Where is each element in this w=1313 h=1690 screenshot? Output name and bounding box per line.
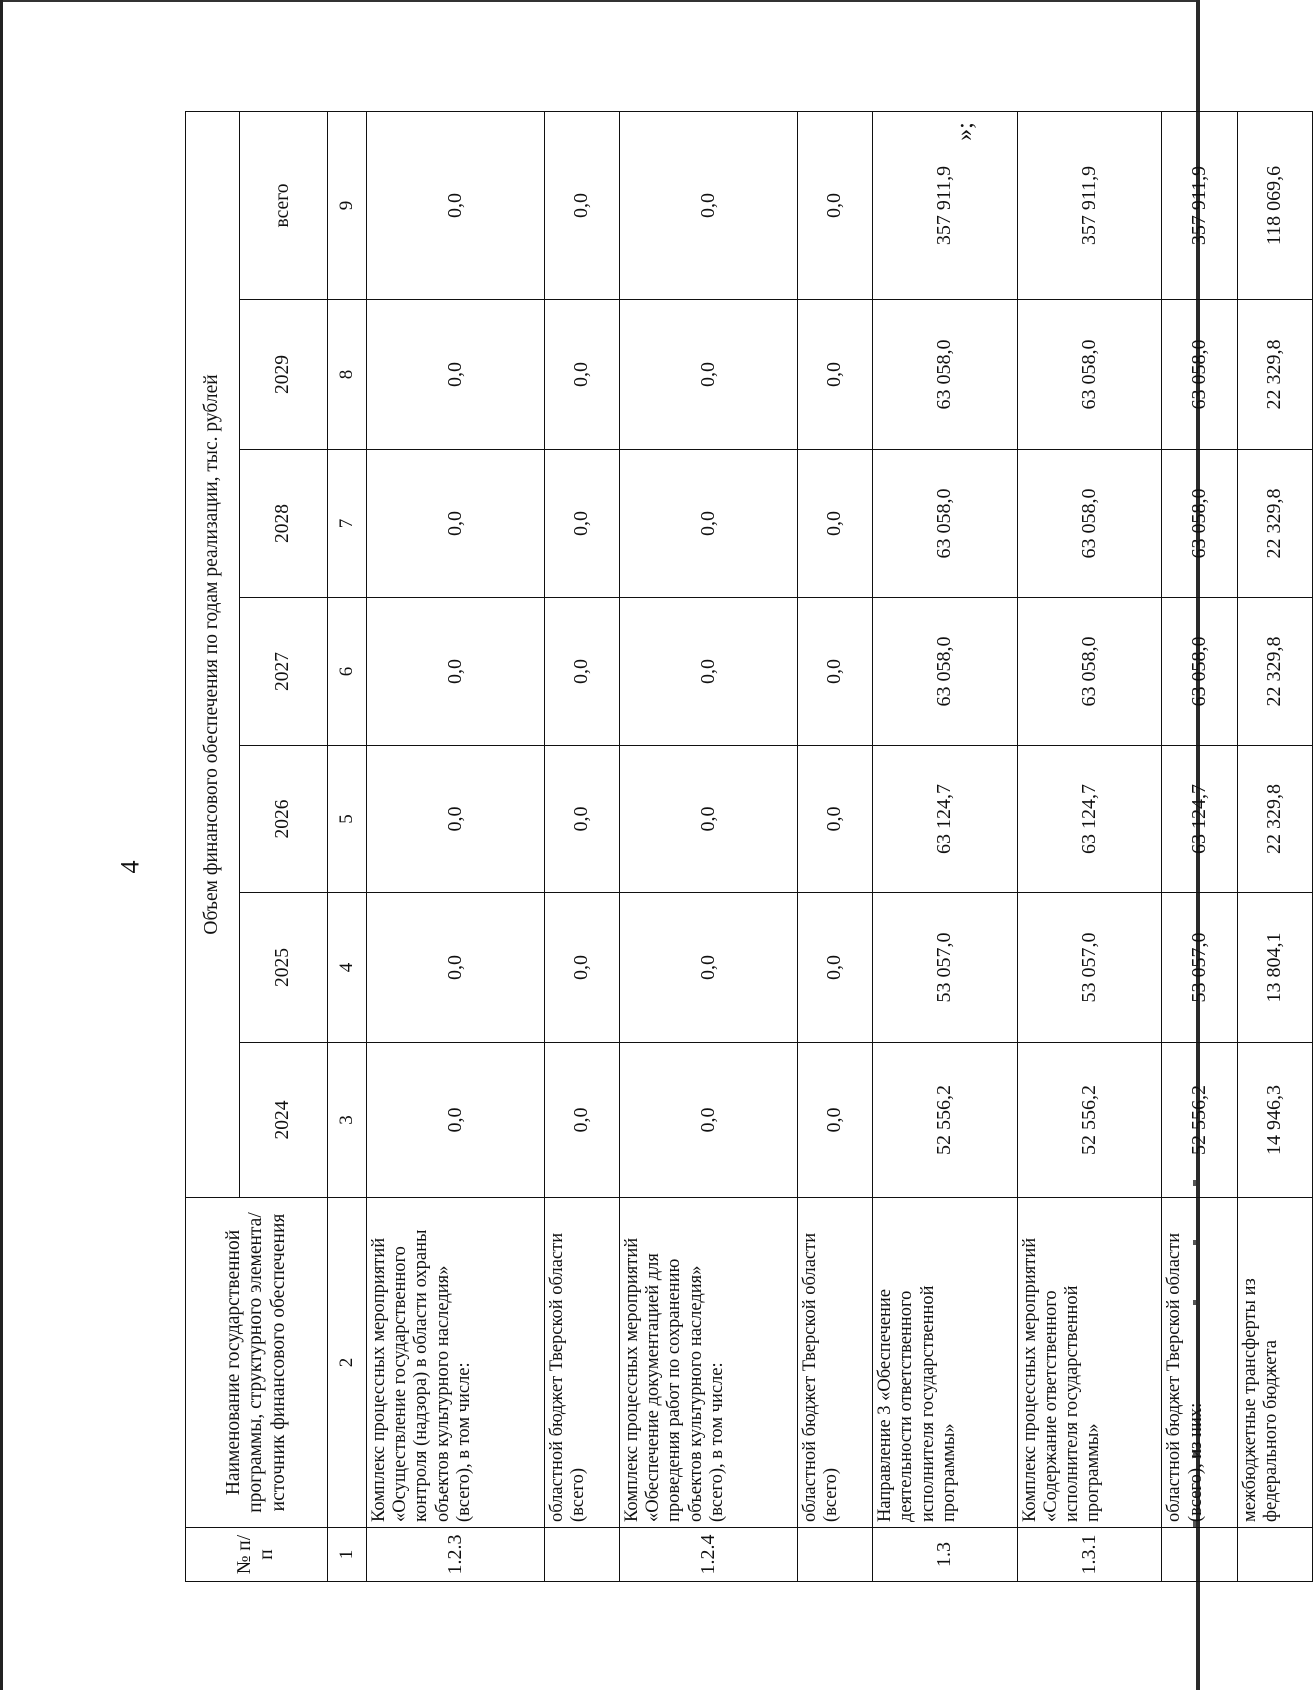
row-number <box>1237 1528 1312 1582</box>
table-row <box>1237 111 1312 1581</box>
header-year: 2028 <box>240 450 327 598</box>
row-value: 0,0 <box>366 111 544 299</box>
row-value: 0,0 <box>797 300 872 450</box>
row-value: 0,0 <box>366 450 544 598</box>
row-value: 53 057,0 <box>1017 893 1162 1043</box>
header-col-no: № п/п <box>186 1528 328 1582</box>
row-name: областной бюджет Тверской области (всего), из них: <box>1162 1198 1237 1528</box>
row-value: 22 329,8 <box>1237 300 1312 450</box>
row-value: 22 329,8 <box>1237 598 1312 746</box>
scan-edge-left <box>0 0 3 1690</box>
row-value: 357 911,9 <box>873 111 1018 299</box>
row-value: 63 058,0 <box>1017 450 1162 598</box>
row-value: 0,0 <box>797 746 872 893</box>
financing-table <box>185 111 1313 1582</box>
row-value: 63 058,0 <box>1017 300 1162 450</box>
row-name: Комплекс процессных мероприятий «Содержание ответственного исполнителя государственной программы» <box>1017 1198 1162 1528</box>
table-row <box>619 111 797 1581</box>
row-value: 0,0 <box>544 746 619 893</box>
row-value: 22 329,8 <box>1237 450 1312 598</box>
row-value: 63 124,7 <box>1017 746 1162 893</box>
header-col-name: Наименование государственной программы, структурного элемента/источник финансового обеспечения <box>186 1198 328 1528</box>
column-number: 4 <box>327 893 366 1043</box>
row-value: 0,0 <box>619 1043 797 1198</box>
row-value: 0,0 <box>544 598 619 746</box>
row-value: 118 069,6 <box>1237 111 1312 299</box>
row-number: 1.3 <box>873 1528 1018 1582</box>
row-value: 22 329,8 <box>1237 746 1312 893</box>
row-value: 0,0 <box>619 746 797 893</box>
row-value: 0,0 <box>797 893 872 1043</box>
row-value: 0,0 <box>797 111 872 299</box>
table-row <box>797 111 872 1581</box>
table-row <box>873 111 1018 1581</box>
row-value: 0,0 <box>366 598 544 746</box>
row-value: 0,0 <box>797 1043 872 1198</box>
row-value: 63 058,0 <box>873 450 1018 598</box>
row-value: 0,0 <box>797 598 872 746</box>
column-number: 8 <box>327 300 366 450</box>
row-name: областной бюджет Тверской области (всего) <box>797 1198 872 1528</box>
row-value: 0,0 <box>619 450 797 598</box>
column-number: 6 <box>327 598 366 746</box>
row-value: 63 058,0 <box>1162 598 1237 746</box>
row-value: 13 804,1 <box>1237 893 1312 1043</box>
row-value: 357 911,9 <box>1017 111 1162 299</box>
row-value: 0,0 <box>366 300 544 450</box>
table-row <box>1017 111 1162 1581</box>
table-row <box>1162 111 1237 1581</box>
row-value: 63 058,0 <box>1162 300 1237 450</box>
row-value: 63 058,0 <box>873 300 1018 450</box>
row-value: 0,0 <box>619 300 797 450</box>
row-value: 63 058,0 <box>1162 450 1237 598</box>
row-value: 0,0 <box>366 1043 544 1198</box>
header-group-title: Объем финансового обеспечения по годам реализации, тыс. рублей <box>186 111 240 1197</box>
row-number <box>1162 1528 1237 1582</box>
column-number: 9 <box>327 111 366 299</box>
row-value: 0,0 <box>544 893 619 1043</box>
row-value: 53 057,0 <box>873 893 1018 1043</box>
row-number: 1.2.3 <box>366 1528 544 1582</box>
rotated-table-wrapper <box>185 112 1313 1582</box>
column-number: 7 <box>327 450 366 598</box>
row-number: 1.2.4 <box>619 1528 797 1582</box>
row-value: 0,0 <box>544 111 619 299</box>
row-value: 0,0 <box>544 1043 619 1198</box>
row-value: 52 556,2 <box>1162 1043 1237 1198</box>
row-value: 0,0 <box>366 746 544 893</box>
column-numbers-row <box>327 111 366 1581</box>
column-number: 2 <box>327 1198 366 1528</box>
column-number: 5 <box>327 746 366 893</box>
row-number <box>797 1528 872 1582</box>
row-value: 52 556,2 <box>1017 1043 1162 1198</box>
closing-quote-mark: »; <box>951 122 978 141</box>
header-year: 2025 <box>240 893 327 1043</box>
scan-edge-top <box>0 0 1200 2</box>
header-total: всего <box>240 111 327 299</box>
row-name: Направление 3 «Обеспечение деятельности ответственного исполнителя государственной программы» <box>873 1198 1018 1528</box>
row-value: 63 124,7 <box>873 746 1018 893</box>
row-name: Комплекс процессных мероприятий «Обеспечение документацией для проведения работ по сохранению объектов культурного наследия» (всего), в том числе: <box>619 1198 797 1528</box>
row-name: областной бюджет Тверской области (всего) <box>544 1198 619 1528</box>
row-value: 0,0 <box>619 893 797 1043</box>
row-value: 0,0 <box>544 450 619 598</box>
header-year: 2026 <box>240 746 327 893</box>
table-row <box>366 111 544 1581</box>
row-value: 0,0 <box>797 450 872 598</box>
header-row-1 <box>186 111 240 1581</box>
row-value: 63 058,0 <box>1017 598 1162 746</box>
row-value: 14 946,3 <box>1237 1043 1312 1198</box>
row-value: 63 058,0 <box>873 598 1018 746</box>
row-value: 0,0 <box>544 300 619 450</box>
row-value: 0,0 <box>619 111 797 299</box>
row-value: 357 911,9 <box>1162 111 1237 299</box>
table-row <box>544 111 619 1581</box>
header-year: 2024 <box>240 1043 327 1198</box>
column-number: 1 <box>327 1528 366 1582</box>
column-number: 3 <box>327 1043 366 1198</box>
row-value: 0,0 <box>619 598 797 746</box>
row-name: межбюджетные трансферты из федерального бюджета <box>1237 1198 1312 1528</box>
row-number: 1.3.1 <box>1017 1528 1162 1582</box>
row-number <box>544 1528 619 1582</box>
page-number: 4 <box>115 860 145 874</box>
row-value: 52 556,2 <box>873 1043 1018 1198</box>
row-name: Комплекс процессных мероприятий «Осуществление государственного контроля (надзора) в области охраны объектов культурного наследия» (всего), в том числе: <box>366 1198 544 1528</box>
header-year: 2027 <box>240 598 327 746</box>
row-value: 0,0 <box>366 893 544 1043</box>
row-value: 63 124,7 <box>1162 746 1237 893</box>
row-value: 53 057,0 <box>1162 893 1237 1043</box>
header-year: 2029 <box>240 300 327 450</box>
